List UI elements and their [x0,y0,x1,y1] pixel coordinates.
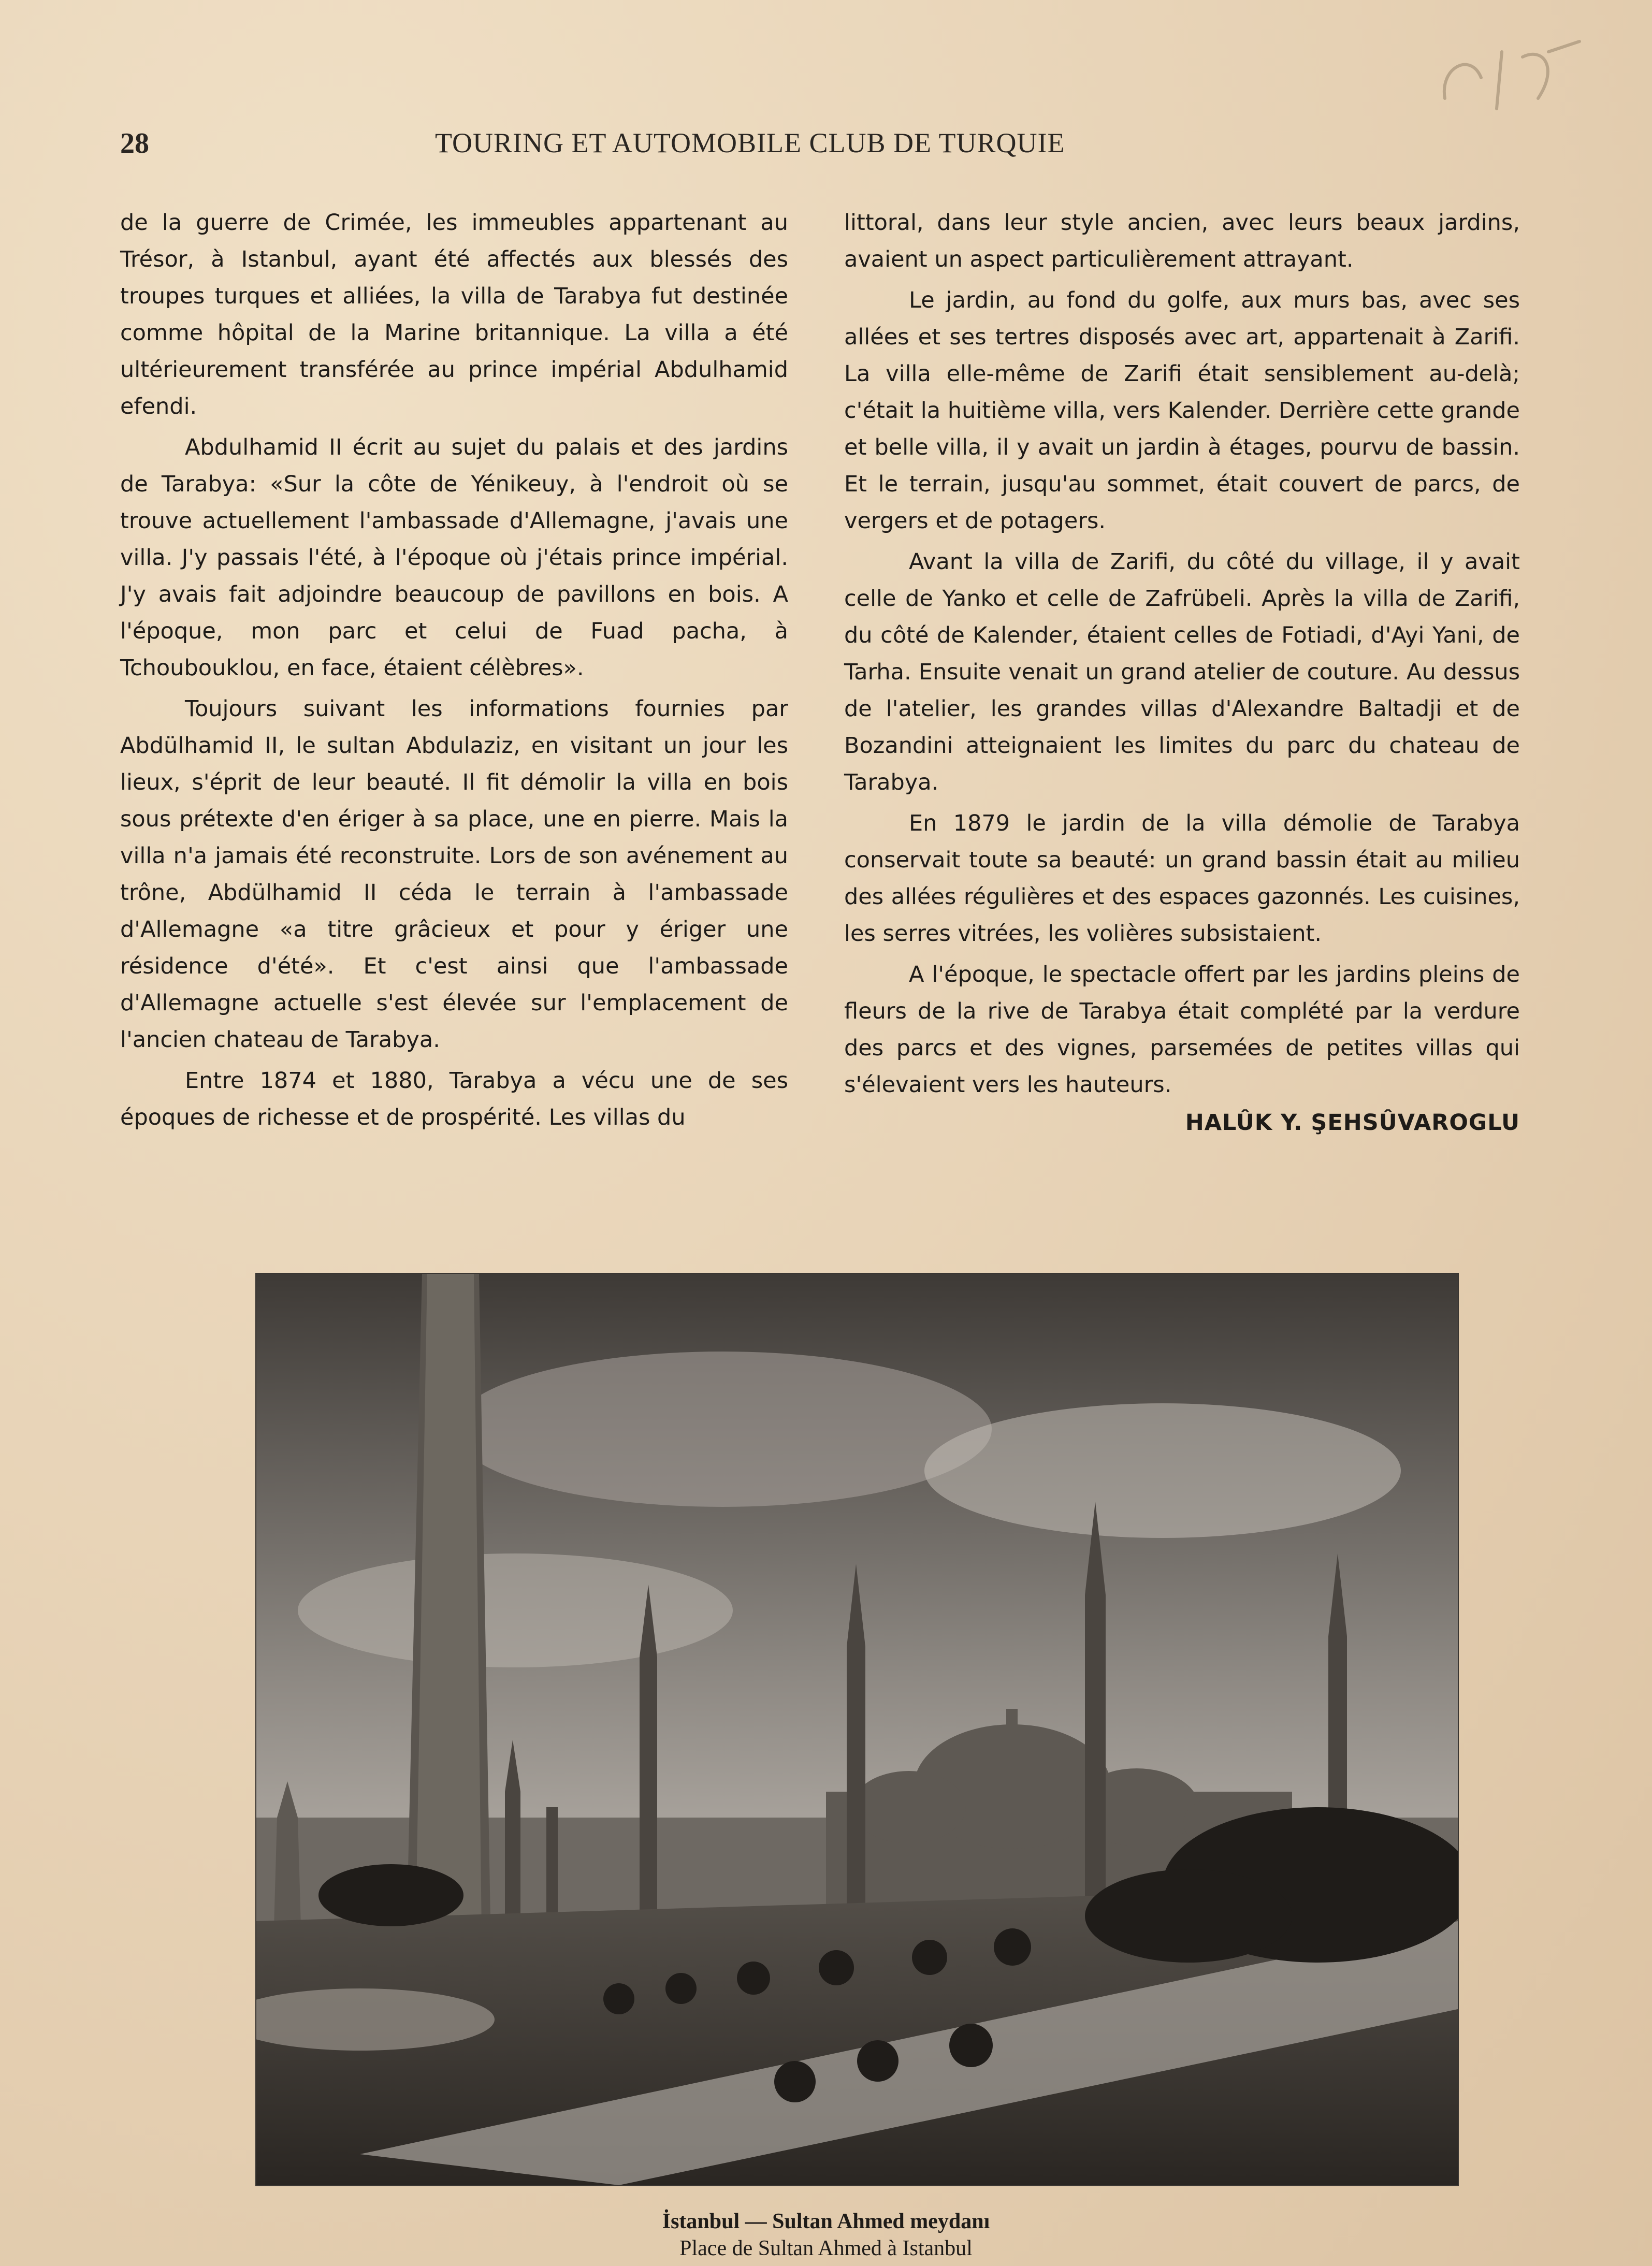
paragraph: de la guerre de Crimée, les immeubles appartenant au Trésor, à Istanbul, ayant été affectés aux blessés des troupes turques et alliées, la villa de Tarabya fut destinée comme hôpital de la Marine britannique. La villa a été ultérieurement transférée au prince impérial Abdulhamid efendi. [120,210,788,419]
photo-caption-french: Place de Sultan Ahmed à Istanbul [679,2236,973,2260]
paragraph: A l'époque, le spectacle offert par les jardins pleins de fleurs de la rive de Tarabya était complété par la verdure des parcs et des vignes, parsemées de petites villas qui s'élevaient vers les hauteurs. [844,962,1520,1098]
paragraph: Entre 1874 et 1880, Tarabya a vécu une de ses époques de richesse et de prospérité. Les villas du [120,1068,788,1130]
photo-illustration [256,1274,1458,2185]
paragraph: En 1879 le jardin de la villa démolie de Tarabya conservait toute sa beauté: un grand bassin était au milieu des allées régulières et des espaces gazonnés. Les cuisines, les serres vitrées, les volières subsistaient. [844,810,1520,947]
page-number: 28 [120,127,149,159]
article-left-column [120,205,788,1136]
author-signature: HALÛK Y. ŞEHSÛVAROGLU [1185,1110,1520,1136]
paragraph: Abdulhamid II écrit au sujet du palais et des jardins de Tarabya: «Sur la côte de Yénikeuy, à l'endroit où se trouve actuellement l'ambassade d'Allemagne, j'avais une villa. J'y passais l'été, à l'époque où j'étais prince impérial. J'y avais fait adjoindre beaucoup de pavillons en bois. A l'époque, mon parc et celui de Fuad pacha, à Tchoubouklou, en face, étaient célèbres». [120,434,788,681]
paragraph: Toujours suivant les informations fournies par Abdülhamid II, le sultan Abdulaziz, en visitant un jour les lieux, s'éprit de leur beauté. Il fit démolir la villa en bois sous prétexte d'en ériger à sa place, une en pierre. Mais la villa n'a jamais été reconstruite. Lors de son avénement au trône, Abdülhamid II céda le terrain à l'ambassade d'Allemagne «a titre grâcieux et pour y ériger une résidence d'été». Et c'est ainsi que l'ambassade d'Allemagne actuelle s'est élevée sur l'emplacement de l'ancien chateau de Tarabya. [120,696,788,1053]
article-right-column [844,205,1520,1141]
running-title: TOURING ET AUTOMOBILE CLUB DE TURQUIE [435,127,1065,158]
pencil-annotation [1424,21,1600,135]
mosque-photograph [256,1274,1458,2185]
paragraph: Le jardin, au fond du golfe, aux murs bas, avec ses allées et ses tertres disposés avec art, appartenait à Zarifi. La villa elle-même de Zarifi était sensiblement au-delà; c'était la huitième villa, vers Kalender. Derrière cette grande et belle villa, il y avait un jardin à étages, pourvu de bassin. Et le terrain, jusqu'au sommet, était couvert de parcs, de vergers et de potagers. [844,287,1520,534]
paragraph: Avant la villa de Zarifi, du côté du village, il y avait celle de Yanko et celle de Zafrübeli. Après la villa de Zarifi, du côté de Kalender, étaient celles de Fotiadi, d'Ayi Yani, de Tarha. Ensuite venait un grand atelier de couture. Au dessus de l'atelier, les grandes villas d'Alexandre Baltadji et de Bozandini atteignaient les limites du parc du chateau de Tarabya. [844,549,1520,795]
paragraph: littoral, dans leur style ancien, avec leurs beaux jardins, avaient un aspect particulièrement attrayant. [844,210,1520,272]
photo-caption-turkish: İstanbul — Sultan Ahmed meydanı [662,2210,990,2233]
